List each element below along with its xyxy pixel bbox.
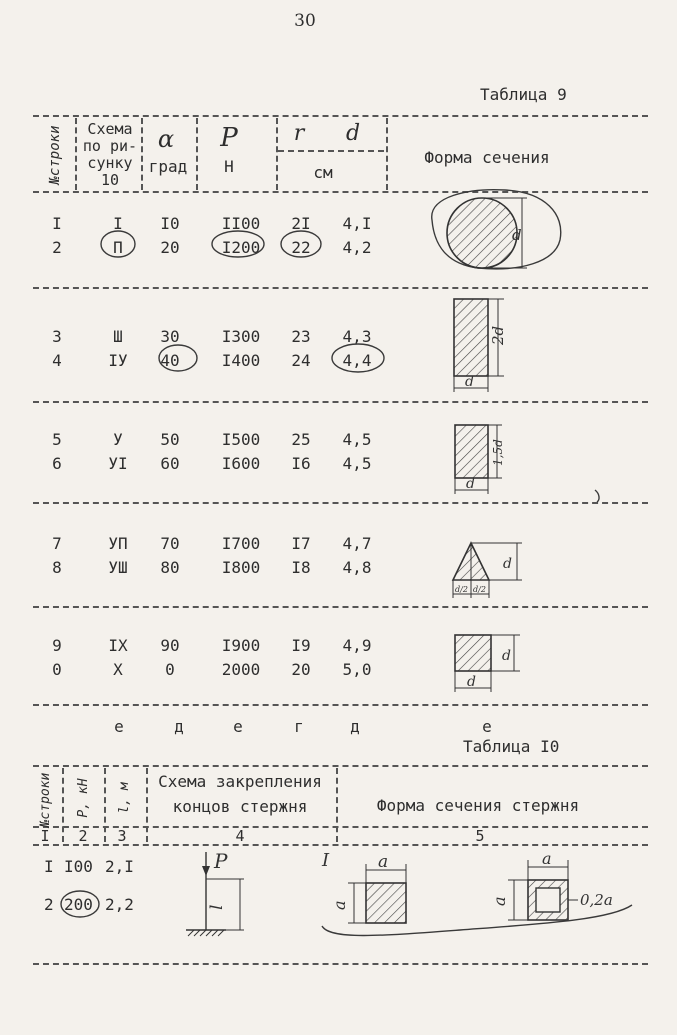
table9-cell-n: 8 <box>52 558 62 577</box>
support-hatch <box>188 930 224 936</box>
table10-header-row-no: №строки <box>38 772 53 828</box>
square-height-label: d <box>502 648 511 664</box>
wall-label: 0,2a <box>580 891 613 909</box>
rect-2d-width-label: d <box>465 374 474 390</box>
table9-cell-scheme: П <box>113 238 123 257</box>
rect-2d-section-drawing <box>454 299 507 392</box>
hand-mark-row2-p <box>212 231 264 257</box>
triangle-section-drawing <box>453 543 522 598</box>
table10-header-l: l, м <box>117 782 132 814</box>
force-arrow-head <box>202 866 210 876</box>
footer-letter-5: д <box>350 717 360 736</box>
table10-header-p: P, кН <box>76 778 91 818</box>
rect-15d-section-drawing <box>455 425 505 494</box>
hand-mark-t10-row2-p <box>61 891 99 917</box>
triangle-half-right-label: d/2 <box>473 585 486 594</box>
square-width-label: d <box>467 674 476 690</box>
table9-cell-n: 5 <box>52 430 62 449</box>
table9-cell-p: I900 <box>221 636 261 655</box>
table10-row2-l: 2,2 <box>105 895 134 914</box>
table9-cell-scheme: IX <box>108 636 128 655</box>
table9-cell-alpha: 50 <box>160 430 180 449</box>
table9-cell-n: 3 <box>52 327 62 346</box>
table9-cell-d: 4,4 <box>342 351 372 370</box>
table9-header-row-no: №строки <box>47 125 63 185</box>
table10-row1-n: I <box>44 857 54 876</box>
table9-cell-p: I300 <box>221 327 261 346</box>
length-label: l <box>207 904 227 910</box>
rect-15d-width-label: d <box>466 476 475 492</box>
solid-square-section <box>366 883 406 923</box>
hand-mark-tick <box>595 490 599 502</box>
table9-header-d: d <box>345 121 361 146</box>
table9-cell-p: I400 <box>221 351 261 370</box>
table9-cell-alpha: 20 <box>160 238 180 257</box>
table9-cell-d: 4,5 <box>342 454 372 473</box>
table9-cell-d: 4,8 <box>342 558 372 577</box>
table9-cell-alpha: 80 <box>160 558 180 577</box>
table10-caption: Таблица I0 <box>463 737 560 756</box>
table9-cell-p: I700 <box>221 534 261 553</box>
table9-cell-scheme: IУ <box>108 351 128 370</box>
rect-2d-height-label: 2d <box>489 325 507 345</box>
square-section <box>455 635 491 671</box>
footer-letter-2: д <box>174 717 184 736</box>
table9-header-p-unit: Н <box>224 157 234 176</box>
solid-height-label: a <box>330 900 349 910</box>
footer-letter-3: е <box>233 717 243 736</box>
table10-row2-n: 2 <box>44 895 54 914</box>
table9-caption: Таблица 9 <box>480 85 567 104</box>
table9-cell-alpha: 60 <box>160 454 180 473</box>
table9-cell-r: I8 <box>291 558 311 577</box>
table10-colnum-3: 3 <box>117 827 127 845</box>
table9-cell-d: 5,0 <box>342 660 372 679</box>
rect-2d-section <box>454 299 488 376</box>
variant-label: I <box>322 850 330 871</box>
table9-cell-r: I6 <box>291 454 311 473</box>
table10-row1-p: I00 <box>64 857 93 876</box>
table9-cell-r: 24 <box>291 351 311 370</box>
footer-letter-1: е <box>114 717 124 736</box>
hand-mark-row4-alpha <box>159 345 197 371</box>
table10-header-shape: Форма сечения стержня <box>376 796 580 815</box>
table9-header-scheme-2: по ри- <box>82 137 138 155</box>
table9-cell-alpha: 0 <box>165 660 175 679</box>
table9-cell-p: I500 <box>221 430 261 449</box>
footer-letter-4: г <box>294 717 304 736</box>
table9-cell-n: 6 <box>52 454 62 473</box>
triangle-height-label: d <box>503 556 512 572</box>
table9-cell-n: I <box>52 214 62 233</box>
hollow-square-drawing <box>490 849 613 920</box>
table10-row1-l: 2,I <box>105 857 134 876</box>
rect-15d-section <box>455 425 488 478</box>
table9-cell-scheme: УП <box>108 534 128 553</box>
table9-cell-scheme: Ш <box>113 327 123 346</box>
table9-cell-scheme: У <box>113 430 123 449</box>
table9-header-alpha-unit: град <box>148 157 188 176</box>
table9-cell-p: II00 <box>221 214 261 233</box>
table9-header-rd-unit: см <box>313 163 333 182</box>
table9-cell-scheme: X <box>113 660 123 679</box>
table9-cell-p: I800 <box>221 558 261 577</box>
table9-cell-d: 4,5 <box>342 430 372 449</box>
table9-cell-n: 4 <box>52 351 62 370</box>
table9-header-r: r <box>293 121 305 146</box>
table10-header-scheme-1: Схема закрепления <box>158 772 322 791</box>
page-number: 30 <box>294 11 316 31</box>
footer-letter-6: е <box>482 717 492 736</box>
table10-colnum-5: 5 <box>475 827 485 845</box>
table9-cell-r: 23 <box>291 327 311 346</box>
table9-cell-d: 4,2 <box>342 238 372 257</box>
table9-cell-p: I600 <box>221 454 261 473</box>
hollow-square-inner <box>536 888 560 912</box>
table10-row2-p: 200 <box>64 895 93 914</box>
solid-square-drawing <box>321 850 406 923</box>
table9-cell-scheme: УI <box>108 454 128 473</box>
table10-colnum-4: 4 <box>235 827 245 845</box>
table9-header-alpha: α <box>157 125 175 153</box>
table9-cell-n: 2 <box>52 238 62 257</box>
hand-mark-row2-r <box>281 231 321 257</box>
table9-cell-d: 4,7 <box>342 534 372 553</box>
table9-cell-alpha: 40 <box>160 351 180 370</box>
solid-width-label: a <box>378 852 389 872</box>
table9-cell-r: I7 <box>291 534 311 553</box>
hollow-width-label: a <box>542 849 552 868</box>
table9-cell-d: 4,I <box>342 214 372 233</box>
table9-header-shape: Форма сечения <box>424 148 550 167</box>
force-label: P <box>214 849 228 873</box>
table9-cell-n: 9 <box>52 636 62 655</box>
circle-section-drawing <box>432 190 561 269</box>
table9-header-scheme-1: Схема <box>87 120 133 138</box>
square-section-drawing <box>455 635 520 692</box>
table9-cell-scheme: УШ <box>108 558 128 577</box>
circle-section <box>447 198 517 268</box>
table9-cell-r: I9 <box>291 636 311 655</box>
table9-header-scheme-3: сунку <box>87 154 133 172</box>
table9-header-p: P <box>220 123 238 153</box>
table9-cell-d: 4,3 <box>342 327 372 346</box>
triangle-half-left-label: d/2 <box>455 585 468 594</box>
circle-dim-label: d <box>512 226 522 244</box>
table9-cell-r: 20 <box>291 660 311 679</box>
table10-colnum-1: I <box>40 827 50 845</box>
table10-header-scheme-2: концов стержня <box>172 797 308 816</box>
table9-cell-d: 4,9 <box>342 636 372 655</box>
table9-cell-p: 2000 <box>221 660 261 679</box>
hand-mark-row2-scheme <box>101 231 135 257</box>
table9-cell-alpha: 30 <box>160 327 180 346</box>
table9-header-scheme-4: 10 <box>100 171 120 189</box>
fixing-scheme-drawing <box>186 849 244 936</box>
table9-cell-alpha: 70 <box>160 534 180 553</box>
table9-cell-alpha: I0 <box>160 214 180 233</box>
hand-mark-row4-d <box>332 344 384 372</box>
table9-cell-scheme: I <box>113 214 123 233</box>
table9-cell-n: 7 <box>52 534 62 553</box>
table10-colnum-2: 2 <box>78 827 88 845</box>
table9-cell-r: 25 <box>291 430 311 449</box>
rect-15d-height-label: 1,5d <box>491 439 505 466</box>
table9-cell-alpha: 90 <box>160 636 180 655</box>
table9-cell-n: 0 <box>52 660 62 679</box>
hollow-height-label: a <box>490 896 509 906</box>
table9-cell-r: 22 <box>291 238 311 257</box>
table9-cell-p: I200 <box>221 238 261 257</box>
table9-cell-r: 2I <box>291 214 311 233</box>
